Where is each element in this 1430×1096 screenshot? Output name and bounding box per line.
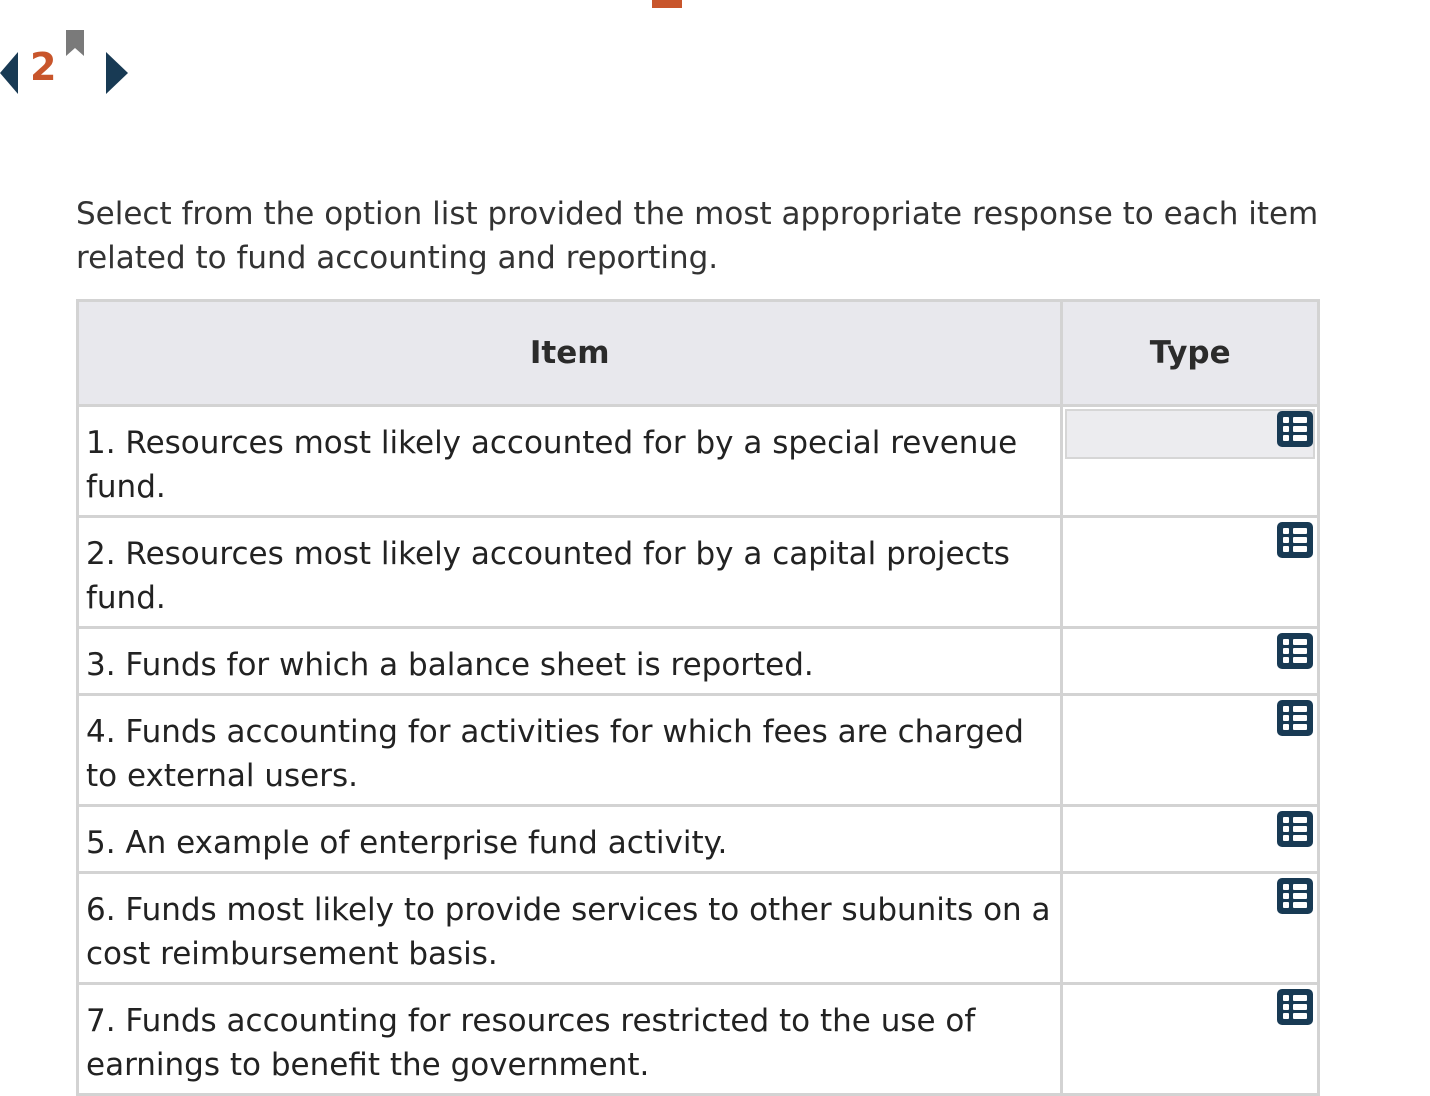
list-icon-dot <box>1283 715 1289 721</box>
list-icon-row <box>1283 826 1307 832</box>
header-type: Type <box>1062 301 1319 406</box>
list-icon-bar <box>1293 435 1307 441</box>
list-icon-dot <box>1283 884 1289 890</box>
option-list-icon[interactable] <box>1277 811 1313 847</box>
option-list-icon[interactable] <box>1277 522 1313 558</box>
list-icon-dot <box>1283 435 1289 441</box>
list-icon-dot <box>1283 995 1289 1001</box>
instructions-text: Select from the option list provided the most appropriate response to each item related to fund accounting and reporting. <box>76 196 1319 276</box>
list-icon-bar <box>1293 835 1307 841</box>
list-icon-dot <box>1283 417 1289 423</box>
option-list-icon[interactable] <box>1277 411 1313 447</box>
option-list-icon[interactable] <box>1277 633 1313 669</box>
list-icon-row <box>1283 715 1307 721</box>
table-row <box>78 517 1319 628</box>
previous-question-icon[interactable] <box>0 52 18 94</box>
list-icon-bar <box>1293 826 1307 832</box>
list-icon-dot <box>1283 724 1289 730</box>
list-icon-bar <box>1293 1013 1307 1019</box>
list-icon-bar <box>1293 1004 1307 1010</box>
option-list-icon[interactable] <box>1277 989 1313 1025</box>
table-row <box>78 406 1319 517</box>
list-icon-row <box>1283 817 1307 823</box>
list-icon-row <box>1283 1004 1307 1010</box>
list-icon-row <box>1283 537 1307 543</box>
list-icon-row <box>1283 426 1307 432</box>
list-icon-row <box>1283 528 1307 534</box>
list-icon-bar <box>1293 648 1307 654</box>
next-question-icon[interactable] <box>106 52 128 94</box>
option-list-icon[interactable] <box>1277 878 1313 914</box>
list-icon-row <box>1283 1013 1307 1019</box>
list-icon-dot <box>1283 817 1289 823</box>
table-row <box>78 873 1319 984</box>
list-icon-dot <box>1283 546 1289 552</box>
list-icon-dot <box>1283 528 1289 534</box>
list-icon-dot <box>1283 893 1289 899</box>
option-list-icon[interactable] <box>1277 700 1313 736</box>
list-icon-dot <box>1283 835 1289 841</box>
list-icon-bar <box>1293 724 1307 730</box>
list-icon-dot <box>1283 1004 1289 1010</box>
list-icon-row <box>1283 657 1307 663</box>
table-row <box>78 984 1319 1095</box>
list-icon-dot <box>1283 639 1289 645</box>
top-accent-mark <box>652 0 682 8</box>
list-icon-bar <box>1293 715 1307 721</box>
type-cell-2[interactable] <box>1062 517 1319 628</box>
list-icon-row <box>1283 902 1307 908</box>
list-icon-dot <box>1283 537 1289 543</box>
item-text-6: 6. Funds most likely to provide services to other subunits on a cost reimbursement basis. <box>78 873 1062 984</box>
header-item: Item <box>78 301 1062 406</box>
type-cell-5[interactable] <box>1062 806 1319 873</box>
type-cell-7[interactable] <box>1062 984 1319 1095</box>
list-icon-bar <box>1293 537 1307 543</box>
list-icon-row <box>1283 417 1307 423</box>
item-text-2: 2. Resources most likely accounted for by a capital projects fund. <box>78 517 1062 628</box>
type-cell-3[interactable] <box>1062 628 1319 695</box>
list-icon-bar <box>1293 426 1307 432</box>
list-icon-bar <box>1293 706 1307 712</box>
list-icon-row <box>1283 884 1307 890</box>
list-icon-dot <box>1283 902 1289 908</box>
list-icon-dot <box>1283 426 1289 432</box>
list-icon-bar <box>1293 884 1307 890</box>
list-icon-bar <box>1293 528 1307 534</box>
list-icon-dot <box>1283 657 1289 663</box>
table-row <box>78 806 1319 873</box>
list-icon-row <box>1283 648 1307 654</box>
question-table <box>76 299 1320 1096</box>
table-header-row <box>78 301 1319 406</box>
list-icon-bar <box>1293 546 1307 552</box>
table-row <box>78 695 1319 806</box>
list-icon-dot <box>1283 706 1289 712</box>
bookmark-icon[interactable] <box>66 30 84 56</box>
list-icon-row <box>1283 435 1307 441</box>
list-icon-row <box>1283 546 1307 552</box>
list-icon-bar <box>1293 902 1307 908</box>
list-icon-dot <box>1283 1013 1289 1019</box>
list-icon-bar <box>1293 817 1307 823</box>
list-icon-row <box>1283 706 1307 712</box>
table-row <box>78 628 1319 695</box>
list-icon-row <box>1283 724 1307 730</box>
list-icon-row <box>1283 995 1307 1001</box>
list-icon-row <box>1283 893 1307 899</box>
type-cell-1[interactable] <box>1062 406 1319 517</box>
item-text-5: 5. An example of enterprise fund activity. <box>78 806 1062 873</box>
item-text-1: 1. Resources most likely accounted for by a special revenue fund. <box>78 406 1062 517</box>
question-number: 2 <box>30 45 57 89</box>
list-icon-bar <box>1293 417 1307 423</box>
list-icon-dot <box>1283 826 1289 832</box>
type-cell-4[interactable] <box>1062 695 1319 806</box>
item-text-7: 7. Funds accounting for resources restricted to the use of earnings to benefit the government. <box>78 984 1062 1095</box>
type-cell-6[interactable] <box>1062 873 1319 984</box>
list-icon-bar <box>1293 893 1307 899</box>
item-text-3: 3. Funds for which a balance sheet is reported. <box>78 628 1062 695</box>
item-text-4: 4. Funds accounting for activities for which fees are charged to external users. <box>78 695 1062 806</box>
list-icon-bar <box>1293 639 1307 645</box>
list-icon-bar <box>1293 995 1307 1001</box>
question-navigation <box>0 30 140 100</box>
list-icon-row <box>1283 835 1307 841</box>
list-icon-dot <box>1283 648 1289 654</box>
list-icon-row <box>1283 639 1307 645</box>
list-icon-bar <box>1293 657 1307 663</box>
